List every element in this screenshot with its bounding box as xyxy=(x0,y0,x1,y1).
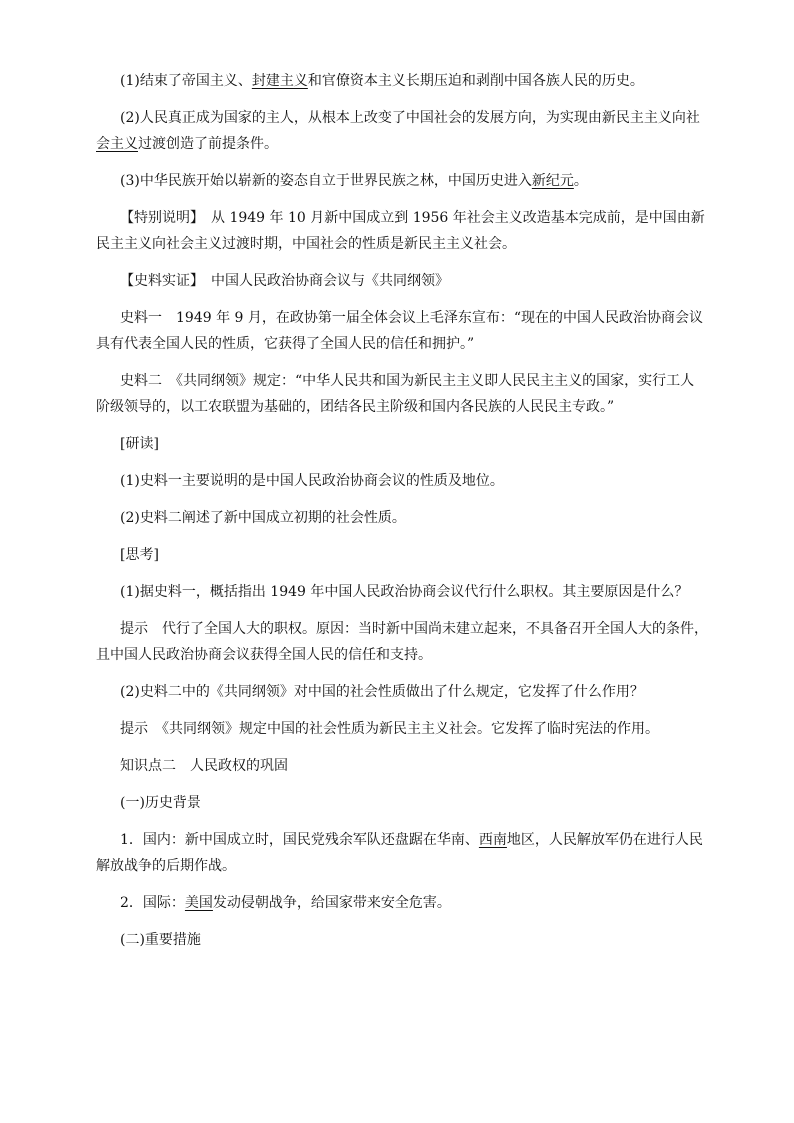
text-span: 阶级领导的，以工农联盟为基础的，团结各民主阶级和国内各民族的人民民主专政。” xyxy=(96,399,615,415)
paragraph xyxy=(120,542,712,568)
text-span: 解放战争的后期作战。 xyxy=(96,858,236,874)
text-span: (1)据史料一，概括指出 1949 年中国人民政治协商会议代行什么职权。其主要原因是什么？ xyxy=(120,584,689,600)
paragraph-continuation-line xyxy=(96,331,712,357)
underlined-term: 会主义 xyxy=(96,136,138,152)
text-span: (1)结束了帝国主义、 xyxy=(120,73,252,89)
text-span: 知识点二 人民政权的巩固 xyxy=(120,758,288,774)
paragraph-line xyxy=(120,168,712,194)
paragraph xyxy=(96,305,712,357)
paragraph xyxy=(96,827,712,879)
text-span: 提示 《共同纲领》规定中国的社会性质为新民主主义社会。它发挥了临时宪法的作用。 xyxy=(120,721,659,737)
paragraph xyxy=(120,716,712,742)
paragraph-continuation-line xyxy=(96,642,712,668)
text-span: 过渡创造了前提条件。 xyxy=(138,136,278,152)
paragraph xyxy=(120,927,712,953)
text-span: (二)重要措施 xyxy=(120,932,201,948)
paragraph xyxy=(120,431,712,457)
paragraph xyxy=(120,579,712,605)
paragraph-line xyxy=(120,431,712,457)
paragraph-line xyxy=(120,468,712,494)
paragraph-line xyxy=(120,268,712,294)
underlined-term: 美国 xyxy=(184,895,213,911)
paragraph-line xyxy=(120,368,712,394)
underlined-term: 西南 xyxy=(478,832,507,848)
paragraph xyxy=(120,168,712,194)
text-span: 且中国人民政治协商会议获得全国人民的信任和支持。 xyxy=(96,647,432,663)
paragraph-continuation-line xyxy=(96,853,712,879)
text-span: 地区，人民解放军仍在进行人民 xyxy=(506,832,703,848)
paragraph-continuation-line xyxy=(96,231,712,257)
underlined-term: 封建主义 xyxy=(251,73,308,89)
paragraph-line xyxy=(120,753,712,779)
paragraph-line xyxy=(120,716,712,742)
paragraph-continuation-line xyxy=(96,131,712,157)
paragraph-line xyxy=(120,827,712,853)
paragraph-continuation-line xyxy=(96,394,712,420)
paragraph xyxy=(96,368,712,420)
paragraph-line xyxy=(120,927,712,953)
text-span: (2)史料二中的《共同纲领》对中国的社会性质做出了什么规定，它发挥了什么作用？ xyxy=(120,684,644,700)
text-span: 具有代表全国人民的性质，它获得了全国人民的信任和拥护。” xyxy=(96,336,475,352)
text-span: 和官僚资本主义长期压迫和剥削中国各族人民的历史。 xyxy=(307,73,644,89)
paragraph xyxy=(120,468,712,494)
paragraph xyxy=(120,790,712,816)
text-span: 1．国内：新中国成立时，国民党残余军队还盘踞在华南、 xyxy=(120,832,479,848)
paragraph xyxy=(120,679,712,705)
text-span: 【史料实证】 中国人民政治协商会议与《共同纲领》 xyxy=(120,273,449,289)
text-span: 【特别说明】 从 1949 年 10 月新中国成立到 1956 年社会主义改造基本完成前，是中国由新 xyxy=(120,210,705,226)
text-span: (3)中华民族开始以崭新的姿态自立于世界民族之林，中国历史进入 xyxy=(120,173,532,189)
paragraph-line xyxy=(120,505,712,531)
underlined-term: 新纪元 xyxy=(531,173,574,189)
paragraph-line xyxy=(120,679,712,705)
paragraph-line xyxy=(120,205,712,231)
paragraph-line xyxy=(120,890,712,916)
paragraph xyxy=(120,890,712,916)
text-span: 。 xyxy=(573,173,588,189)
text-span: (1)史料一主要说明的是中国人民政治协商会议的性质及地位。 xyxy=(120,473,504,489)
paragraph xyxy=(96,616,712,668)
paragraph-line xyxy=(120,579,712,605)
text-span: 史料一 1949 年 9 月，在政协第一届全体会议上毛泽东宣布：“现在的中国人民政治协商会议 xyxy=(120,310,704,326)
text-span: (2)人民真正成为国家的主人，从根本上改变了中国社会的发展方向，为实现由新民主主义向社 xyxy=(120,110,700,126)
text-span: 提示 代行了全国人大的职权。原因：当时新中国尚未建立起来，不具备召开全国人大的条件， xyxy=(120,621,708,637)
paragraph xyxy=(120,268,712,294)
paragraph xyxy=(96,205,712,257)
text-span: 发动侵朝战争，给国家带来安全危害。 xyxy=(212,895,451,911)
text-span: (2)史料二阐述了新中国成立初期的社会性质。 xyxy=(120,510,406,526)
text-span: (一)历史背景 xyxy=(120,795,201,811)
paragraph-line xyxy=(120,616,712,642)
paragraph xyxy=(96,105,712,157)
paragraph-line xyxy=(120,305,712,331)
text-span: [研读] xyxy=(120,436,159,452)
text-span: 史料二 《共同纲领》规定：“中华人民共和国为新民主主义即人民民主主义的国家，实行工人 xyxy=(120,373,695,389)
paragraph xyxy=(120,753,712,779)
paragraph-line xyxy=(120,542,712,568)
paragraph xyxy=(120,505,712,531)
text-span: 2．国际： xyxy=(120,895,185,911)
paragraph-line xyxy=(120,68,712,94)
text-span: [思考] xyxy=(120,547,159,563)
paragraph xyxy=(120,68,712,94)
paragraph-line xyxy=(120,790,712,816)
paragraph-line xyxy=(120,105,712,131)
text-span: 民主主义向社会主义过渡时期，中国社会的性质是新民主主义社会。 xyxy=(96,236,516,252)
